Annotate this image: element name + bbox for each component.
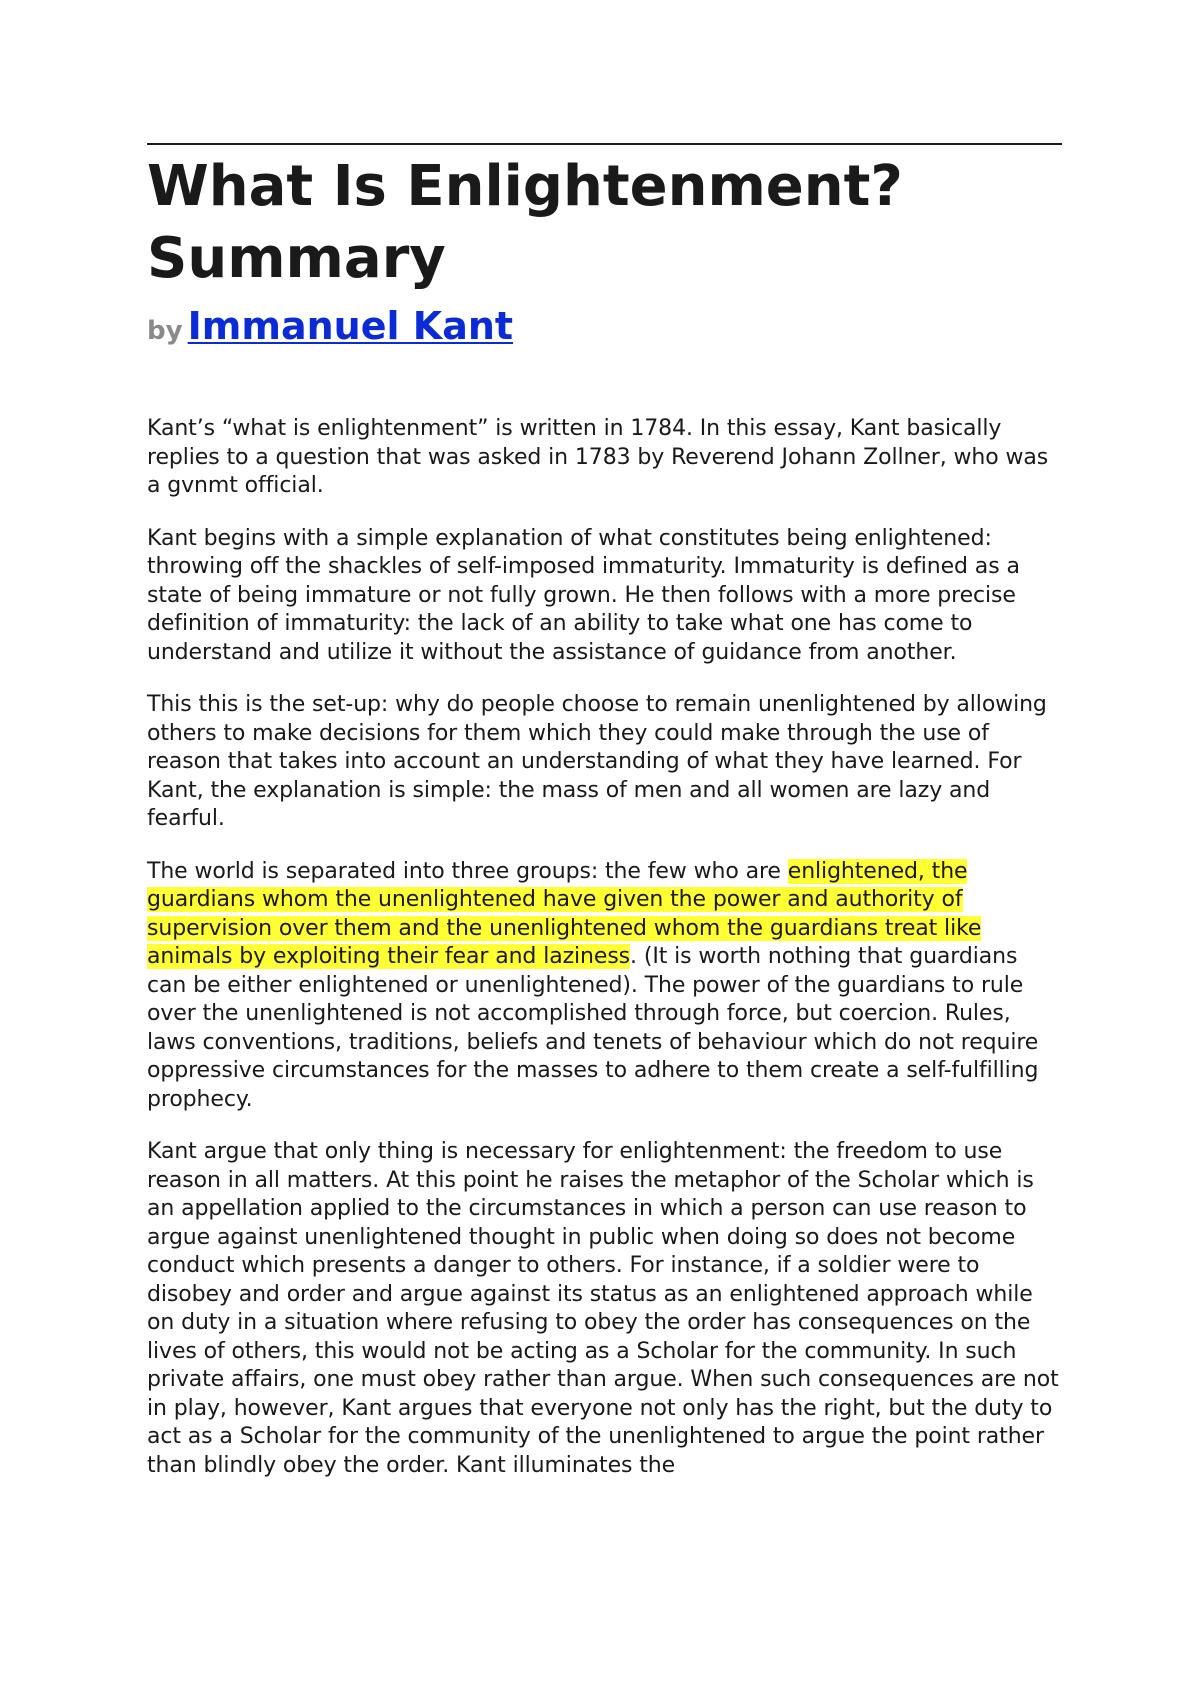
title-rule (147, 143, 1062, 145)
paragraph-4-rest: . (It is worth nothing that guardians can be either enlightened or unenlightened). The power of the guardians to rule over the unenlightened is not accomplished through force, but coercion. Rules, laws conventions, traditions, beliefs and tenets of behaviour which do not require oppressive circumstances for the masses to adhere to them create a self-fulfilling prophecy. (147, 944, 1039, 1112)
byline (147, 303, 1062, 357)
paragraph-1: Kant’s “what is enlightenment” is written in 1784. In this essay, Kant basically replies to a question that was asked in 1783 by Reverend Johann Zollner, who was a gvnmt official. (147, 416, 1049, 498)
paragraph-4-lead: The world is separated into three groups: the few who are (147, 858, 788, 884)
paragraph-5: Kant argue that only thing is necessary for enlightenment: the freedom to use reason in all matters. At this point he raises the metaphor of the Scholar which is an appellation applied to the circumstances in which a person can use reason to argue against unenlightened thought in public when doing so does not become conduct which presents a danger to others. For instance, if a soldier were to disobey and order and argue against its status as an enlightened approach while on duty in a situation where refusing to obey the order has consequences on the lives of others, this would not be acting as a Scholar for the community. In such private affairs, one must obey rather than argue. When such consequences are not in play, however, Kant argues that everyone not only has the right, but the duty to act as a Scholar for the community of the unenlightened to argue the point rather than blindly obey the order. Kant illuminates the (147, 1139, 1059, 1478)
highlighted-text: enlightened, the guardians whom the unenlightened have given the power and authority of supervision over them and the unenlightened whom the guardians treat like animals by exploiting their fear and laziness (147, 858, 982, 969)
paragraph-3: This this is the set-up: why do people choose to remain unenlightened by allowing others to make decisions for them which they could make through the use of reason that takes into account an understanding of what they have learned. For Kant, the explanation is simple: the mass of men and all women are lazy and fearful. (147, 692, 1047, 831)
document-body (147, 415, 1062, 1480)
document-page (147, 143, 1062, 1504)
author-link[interactable]: Immanuel Kant (187, 304, 514, 348)
document-title: What Is Enlightenment? Summary (147, 154, 903, 291)
by-label: by (147, 316, 183, 346)
paragraph-4 (147, 858, 1062, 1115)
paragraph-2: Kant begins with a simple explanation of what constitutes being enlightened: throwing off the shackles of self-imposed immaturity. Immaturity is defined as a state of being immature or not fully grown. He then follows with a more precise definition of immaturity: the lack of an ability to take what one has come to understand and utilize it without the assistance of guidance from another. (147, 525, 1020, 665)
